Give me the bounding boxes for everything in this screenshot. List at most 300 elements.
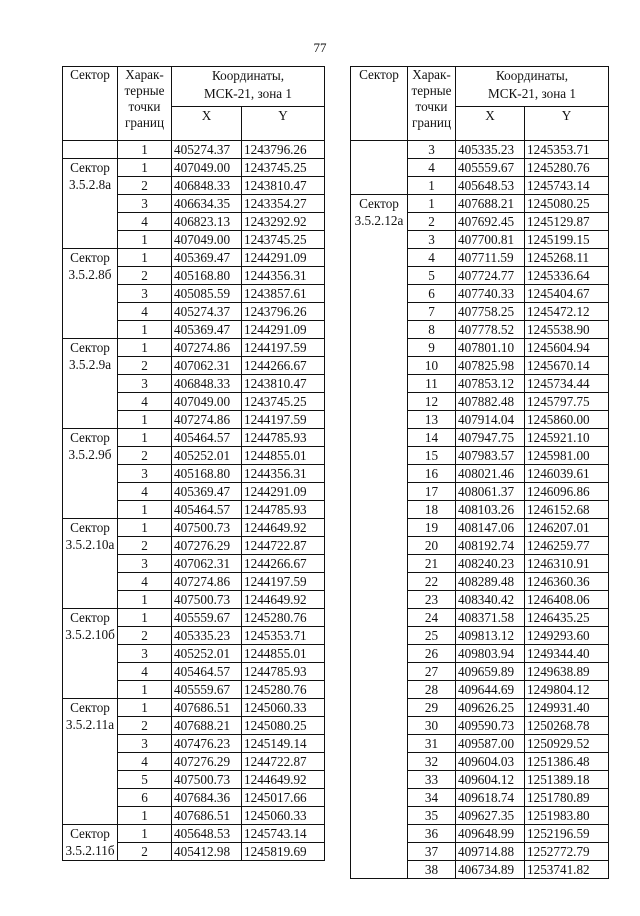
- y-coordinate-cell: 1244356.31: [242, 267, 325, 285]
- header-points-line: Харак-: [412, 67, 451, 82]
- point-number-cell: 2: [118, 177, 172, 195]
- point-number-cell: 1: [118, 519, 172, 537]
- page-number: 77: [313, 40, 327, 55]
- x-coordinate-cell: 405252.01: [172, 645, 242, 663]
- point-number-cell: 2: [118, 357, 172, 375]
- point-number-cell: 1: [118, 231, 172, 249]
- y-coordinate-cell: 1244722.87: [242, 753, 325, 771]
- point-number-cell: 4: [118, 753, 172, 771]
- x-coordinate-cell: 407049.00: [172, 393, 242, 411]
- y-coordinate-cell: 1245670.14: [525, 357, 609, 375]
- x-coordinate-cell: 407062.31: [172, 555, 242, 573]
- sector-label-line: Сектор: [70, 430, 110, 445]
- x-coordinate-cell: 409803.94: [456, 645, 525, 663]
- sector-label-line: Сектор: [70, 160, 110, 175]
- x-coordinate-cell: 406734.89: [456, 861, 525, 879]
- point-number-cell: 4: [118, 573, 172, 591]
- y-coordinate-cell: 1244649.92: [242, 771, 325, 789]
- y-coordinate-cell: 1244197.59: [242, 573, 325, 591]
- y-coordinate-cell: 1244649.92: [242, 519, 325, 537]
- table-row: [63, 429, 325, 447]
- sector-cell: [63, 519, 118, 609]
- x-coordinate-cell: 407274.86: [172, 411, 242, 429]
- x-coordinate-cell: 407882.48: [456, 393, 525, 411]
- header-sector: Сектор: [63, 67, 118, 141]
- x-coordinate-cell: 405559.67: [456, 159, 525, 177]
- sector-cell: [63, 249, 118, 339]
- x-coordinate-cell: 409587.00: [456, 735, 525, 753]
- x-coordinate-cell: 405252.01: [172, 447, 242, 465]
- point-number-cell: 35: [408, 807, 456, 825]
- x-coordinate-cell: 407688.21: [456, 195, 525, 213]
- x-coordinate-cell: 407062.31: [172, 357, 242, 375]
- y-coordinate-cell: 1245604.94: [525, 339, 609, 357]
- y-coordinate-cell: 1251389.18: [525, 771, 609, 789]
- point-number-cell: 1: [118, 681, 172, 699]
- point-number-cell: 19: [408, 519, 456, 537]
- x-coordinate-cell: 407758.25: [456, 303, 525, 321]
- sector-label-line: 3.5.2.12а: [354, 213, 404, 228]
- x-coordinate-cell: 409604.12: [456, 771, 525, 789]
- point-number-cell: 30: [408, 717, 456, 735]
- x-coordinate-cell: 407801.10: [456, 339, 525, 357]
- point-number-cell: 11: [408, 375, 456, 393]
- point-number-cell: 22: [408, 573, 456, 591]
- sector-cell: [63, 609, 118, 699]
- point-number-cell: 21: [408, 555, 456, 573]
- header-coordinates-line: Координаты,: [211, 68, 284, 83]
- y-coordinate-cell: 1245538.90: [525, 321, 609, 339]
- point-number-cell: 23: [408, 591, 456, 609]
- y-coordinate-cell: 1243745.25: [242, 159, 325, 177]
- x-coordinate-cell: 407825.98: [456, 357, 525, 375]
- point-number-cell: 1: [408, 177, 456, 195]
- point-number-cell: 2: [118, 627, 172, 645]
- header-x: X: [456, 107, 525, 141]
- x-coordinate-cell: 407740.33: [456, 285, 525, 303]
- y-coordinate-cell: 1245199.15: [525, 231, 609, 249]
- point-number-cell: 1: [118, 141, 172, 159]
- sector-label-line: 3.5.2.11б: [65, 843, 115, 858]
- y-coordinate-cell: 1245060.33: [242, 699, 325, 717]
- header-points-line: границ: [411, 115, 452, 130]
- x-coordinate-cell: 405412.98: [172, 843, 242, 861]
- point-number-cell: 3: [408, 141, 456, 159]
- y-coordinate-cell: 1245280.76: [242, 681, 325, 699]
- x-coordinate-cell: 407700.81: [456, 231, 525, 249]
- sector-cell: [63, 699, 118, 825]
- y-coordinate-cell: 1244291.09: [242, 483, 325, 501]
- y-coordinate-cell: 1245336.64: [525, 267, 609, 285]
- table-row: [63, 339, 325, 357]
- point-number-cell: 27: [408, 663, 456, 681]
- point-number-cell: 3: [118, 285, 172, 303]
- sector-cell: [63, 159, 118, 249]
- y-coordinate-cell: 1243810.47: [242, 375, 325, 393]
- y-coordinate-cell: 1245404.67: [525, 285, 609, 303]
- x-coordinate-cell: 407276.29: [172, 537, 242, 555]
- y-coordinate-cell: 1243745.25: [242, 393, 325, 411]
- x-coordinate-cell: 407947.75: [456, 429, 525, 447]
- x-coordinate-cell: 408021.46: [456, 465, 525, 483]
- x-coordinate-cell: 408371.58: [456, 609, 525, 627]
- y-coordinate-cell: 1245353.71: [525, 141, 609, 159]
- table-row: [351, 195, 609, 213]
- x-coordinate-cell: 409627.35: [456, 807, 525, 825]
- y-coordinate-cell: 1244722.87: [242, 537, 325, 555]
- y-coordinate-cell: 1243810.47: [242, 177, 325, 195]
- y-coordinate-cell: 1245149.14: [242, 735, 325, 753]
- x-coordinate-cell: 405559.67: [172, 609, 242, 627]
- table-header: [351, 67, 609, 141]
- table-header: [63, 67, 325, 141]
- x-coordinate-cell: 408289.48: [456, 573, 525, 591]
- table-row: [63, 519, 325, 537]
- y-coordinate-cell: 1245472.12: [525, 303, 609, 321]
- coordinates-table-right: [350, 66, 609, 879]
- point-number-cell: 4: [118, 213, 172, 231]
- point-number-cell: 8: [408, 321, 456, 339]
- y-coordinate-cell: 1245819.69: [242, 843, 325, 861]
- sector-label-line: Сектор: [70, 340, 110, 355]
- x-coordinate-cell: 405648.53: [172, 825, 242, 843]
- x-coordinate-cell: 407684.36: [172, 789, 242, 807]
- x-coordinate-cell: 409618.74: [456, 789, 525, 807]
- table-body-right: [351, 141, 609, 879]
- header-coordinates-line: МСК-21, зона 1: [203, 86, 293, 101]
- y-coordinate-cell: 1243796.26: [242, 141, 325, 159]
- sector-label-line: Сектор: [70, 250, 110, 265]
- point-number-cell: 25: [408, 627, 456, 645]
- point-number-cell: 4: [408, 159, 456, 177]
- y-coordinate-cell: 1246039.61: [525, 465, 609, 483]
- y-coordinate-cell: 1251780.89: [525, 789, 609, 807]
- x-coordinate-cell: 409604.03: [456, 753, 525, 771]
- header-points-line: границ: [124, 115, 165, 130]
- sector-label-line: 3.5.2.9б: [68, 447, 112, 462]
- y-coordinate-cell: 1246435.25: [525, 609, 609, 627]
- point-number-cell: 4: [118, 663, 172, 681]
- y-coordinate-cell: 1245734.44: [525, 375, 609, 393]
- y-coordinate-cell: 1251983.80: [525, 807, 609, 825]
- y-coordinate-cell: 1243745.25: [242, 231, 325, 249]
- sector-cell: [351, 195, 408, 879]
- y-coordinate-cell: 1244785.93: [242, 663, 325, 681]
- y-coordinate-cell: 1244855.01: [242, 447, 325, 465]
- table-row: [63, 699, 325, 717]
- x-coordinate-cell: 407688.21: [172, 717, 242, 735]
- x-coordinate-cell: 405464.57: [172, 429, 242, 447]
- x-coordinate-cell: 408340.42: [456, 591, 525, 609]
- point-number-cell: 1: [118, 591, 172, 609]
- point-number-cell: 1: [118, 699, 172, 717]
- x-coordinate-cell: 407500.73: [172, 771, 242, 789]
- x-coordinate-cell: 407711.59: [456, 249, 525, 267]
- x-coordinate-cell: 405274.37: [172, 303, 242, 321]
- x-coordinate-cell: 406823.13: [172, 213, 242, 231]
- point-number-cell: 3: [118, 465, 172, 483]
- header-points-line: точки: [415, 99, 448, 114]
- y-coordinate-cell: 1243292.92: [242, 213, 325, 231]
- y-coordinate-cell: 1253741.82: [525, 861, 609, 879]
- y-coordinate-cell: 1244855.01: [242, 645, 325, 663]
- point-number-cell: 1: [118, 339, 172, 357]
- x-coordinate-cell: 407049.00: [172, 231, 242, 249]
- point-number-cell: 13: [408, 411, 456, 429]
- header-points-line: Харак-: [125, 67, 164, 82]
- x-coordinate-cell: 407724.77: [456, 267, 525, 285]
- x-coordinate-cell: 405274.37: [172, 141, 242, 159]
- y-coordinate-cell: 1249931.40: [525, 699, 609, 717]
- y-coordinate-cell: 1245268.11: [525, 249, 609, 267]
- y-coordinate-cell: 1249804.12: [525, 681, 609, 699]
- sector-label-line: Сектор: [70, 520, 110, 535]
- y-coordinate-cell: 1245743.14: [525, 177, 609, 195]
- header-points-line: терные: [124, 83, 165, 98]
- y-coordinate-cell: 1244266.67: [242, 555, 325, 573]
- x-coordinate-cell: 409644.69: [456, 681, 525, 699]
- point-number-cell: 1: [118, 609, 172, 627]
- y-coordinate-cell: 1246259.77: [525, 537, 609, 555]
- y-coordinate-cell: 1245353.71: [242, 627, 325, 645]
- x-coordinate-cell: 405464.57: [172, 501, 242, 519]
- x-coordinate-cell: 407276.29: [172, 753, 242, 771]
- table-row: [351, 141, 609, 159]
- point-number-cell: 4: [118, 393, 172, 411]
- y-coordinate-cell: 1250268.78: [525, 717, 609, 735]
- point-number-cell: 14: [408, 429, 456, 447]
- point-number-cell: 1: [118, 249, 172, 267]
- x-coordinate-cell: 407692.45: [456, 213, 525, 231]
- point-number-cell: 2: [408, 213, 456, 231]
- point-number-cell: 1: [118, 411, 172, 429]
- header-y: Y: [242, 107, 325, 141]
- y-coordinate-cell: 1249638.89: [525, 663, 609, 681]
- y-coordinate-cell: 1244291.09: [242, 321, 325, 339]
- y-coordinate-cell: 1246310.91: [525, 555, 609, 573]
- point-number-cell: 2: [118, 843, 172, 861]
- y-coordinate-cell: 1246152.68: [525, 501, 609, 519]
- y-coordinate-cell: 1245280.76: [525, 159, 609, 177]
- sector-cell: [63, 339, 118, 429]
- x-coordinate-cell: 405559.67: [172, 681, 242, 699]
- header-points: [408, 67, 456, 141]
- x-coordinate-cell: 405168.80: [172, 267, 242, 285]
- point-number-cell: 10: [408, 357, 456, 375]
- header-coordinates: [172, 67, 325, 107]
- sector-label-line: Сектор: [70, 610, 110, 625]
- y-coordinate-cell: 1245743.14: [242, 825, 325, 843]
- header-points: [118, 67, 172, 141]
- y-coordinate-cell: 1245060.33: [242, 807, 325, 825]
- y-coordinate-cell: 1245280.76: [242, 609, 325, 627]
- table-row: [63, 825, 325, 843]
- point-number-cell: 6: [408, 285, 456, 303]
- y-coordinate-cell: 1251386.48: [525, 753, 609, 771]
- point-number-cell: 1: [408, 195, 456, 213]
- header-y: Y: [525, 107, 609, 141]
- point-number-cell: 9: [408, 339, 456, 357]
- y-coordinate-cell: 1252196.59: [525, 825, 609, 843]
- sector-label-line: 3.5.2.10б: [65, 627, 115, 642]
- point-number-cell: 34: [408, 789, 456, 807]
- point-number-cell: 1: [118, 159, 172, 177]
- y-coordinate-cell: 1244649.92: [242, 591, 325, 609]
- y-coordinate-cell: 1243857.61: [242, 285, 325, 303]
- point-number-cell: 16: [408, 465, 456, 483]
- point-number-cell: 1: [118, 321, 172, 339]
- x-coordinate-cell: 407500.73: [172, 519, 242, 537]
- y-coordinate-cell: 1243796.26: [242, 303, 325, 321]
- header-points-line: терные: [411, 83, 452, 98]
- point-number-cell: 24: [408, 609, 456, 627]
- x-coordinate-cell: 405369.47: [172, 483, 242, 501]
- x-coordinate-cell: 405085.59: [172, 285, 242, 303]
- y-coordinate-cell: 1244197.59: [242, 339, 325, 357]
- y-coordinate-cell: 1244785.93: [242, 429, 325, 447]
- x-coordinate-cell: 409813.12: [456, 627, 525, 645]
- y-coordinate-cell: 1249293.60: [525, 627, 609, 645]
- point-number-cell: 3: [118, 645, 172, 663]
- coordinates-table-left: [62, 66, 325, 861]
- x-coordinate-cell: 409714.88: [456, 843, 525, 861]
- y-coordinate-cell: 1246207.01: [525, 519, 609, 537]
- point-number-cell: 4: [118, 483, 172, 501]
- point-number-cell: 7: [408, 303, 456, 321]
- point-number-cell: 17: [408, 483, 456, 501]
- point-number-cell: 20: [408, 537, 456, 555]
- header-x: X: [172, 107, 242, 141]
- x-coordinate-cell: 408103.26: [456, 501, 525, 519]
- x-coordinate-cell: 406848.33: [172, 177, 242, 195]
- x-coordinate-cell: 407686.51: [172, 699, 242, 717]
- point-number-cell: 37: [408, 843, 456, 861]
- x-coordinate-cell: 405168.80: [172, 465, 242, 483]
- x-coordinate-cell: 407914.04: [456, 411, 525, 429]
- y-coordinate-cell: 1245017.66: [242, 789, 325, 807]
- y-coordinate-cell: 1250929.52: [525, 735, 609, 753]
- x-coordinate-cell: 408147.06: [456, 519, 525, 537]
- x-coordinate-cell: 406848.33: [172, 375, 242, 393]
- x-coordinate-cell: 405464.57: [172, 663, 242, 681]
- sector-label-line: 3.5.2.8б: [68, 267, 112, 282]
- y-coordinate-cell: 1244356.31: [242, 465, 325, 483]
- sector-label-line: 3.5.2.10а: [65, 537, 115, 552]
- sector-label-line: 3.5.2.8а: [68, 177, 112, 192]
- x-coordinate-cell: 405648.53: [456, 177, 525, 195]
- y-coordinate-cell: 1245080.25: [242, 717, 325, 735]
- table-row: [63, 249, 325, 267]
- point-number-cell: 6: [118, 789, 172, 807]
- table-row: [63, 609, 325, 627]
- sector-label-line: Сектор: [70, 700, 110, 715]
- y-coordinate-cell: 1245921.10: [525, 429, 609, 447]
- point-number-cell: 3: [118, 735, 172, 753]
- point-number-cell: 29: [408, 699, 456, 717]
- sector-label-line: Сектор: [359, 196, 399, 211]
- header-coordinates: [456, 67, 609, 107]
- point-number-cell: 32: [408, 753, 456, 771]
- y-coordinate-cell: 1244197.59: [242, 411, 325, 429]
- point-number-cell: 1: [118, 429, 172, 447]
- y-coordinate-cell: 1246408.06: [525, 591, 609, 609]
- y-coordinate-cell: 1244291.09: [242, 249, 325, 267]
- y-coordinate-cell: 1252772.79: [525, 843, 609, 861]
- table-body-left: [63, 141, 325, 861]
- point-number-cell: 3: [118, 555, 172, 573]
- point-number-cell: 26: [408, 645, 456, 663]
- y-coordinate-cell: 1245797.75: [525, 393, 609, 411]
- x-coordinate-cell: 407476.23: [172, 735, 242, 753]
- x-coordinate-cell: 408192.74: [456, 537, 525, 555]
- point-number-cell: 4: [118, 303, 172, 321]
- x-coordinate-cell: 408061.37: [456, 483, 525, 501]
- point-number-cell: 3: [118, 375, 172, 393]
- sector-cell: [63, 429, 118, 519]
- x-coordinate-cell: 407686.51: [172, 807, 242, 825]
- y-coordinate-cell: 1245129.87: [525, 213, 609, 231]
- x-coordinate-cell: 409659.89: [456, 663, 525, 681]
- point-number-cell: 12: [408, 393, 456, 411]
- point-number-cell: 15: [408, 447, 456, 465]
- point-number-cell: 1: [118, 807, 172, 825]
- y-coordinate-cell: 1245981.00: [525, 447, 609, 465]
- point-number-cell: 3: [118, 195, 172, 213]
- x-coordinate-cell: 407500.73: [172, 591, 242, 609]
- y-coordinate-cell: 1243354.27: [242, 195, 325, 213]
- y-coordinate-cell: 1246096.86: [525, 483, 609, 501]
- point-number-cell: 36: [408, 825, 456, 843]
- y-coordinate-cell: 1244785.93: [242, 501, 325, 519]
- header-coordinates-line: МСК-21, зона 1: [487, 86, 577, 101]
- y-coordinate-cell: 1244266.67: [242, 357, 325, 375]
- sector-label-line: 3.5.2.11а: [65, 717, 115, 732]
- header-coordinates-line: Координаты,: [495, 68, 568, 83]
- x-coordinate-cell: 409648.99: [456, 825, 525, 843]
- point-number-cell: 38: [408, 861, 456, 879]
- point-number-cell: 1: [118, 825, 172, 843]
- y-coordinate-cell: 1249344.40: [525, 645, 609, 663]
- point-number-cell: 2: [118, 717, 172, 735]
- point-number-cell: 31: [408, 735, 456, 753]
- sector-label-line: 3.5.2.9а: [68, 357, 112, 372]
- x-coordinate-cell: 405369.47: [172, 321, 242, 339]
- y-coordinate-cell: 1245080.25: [525, 195, 609, 213]
- point-number-cell: 3: [408, 231, 456, 249]
- table-row: [63, 141, 325, 159]
- x-coordinate-cell: 405369.47: [172, 249, 242, 267]
- x-coordinate-cell: 407049.00: [172, 159, 242, 177]
- sector-cell: [351, 141, 408, 195]
- x-coordinate-cell: 406634.35: [172, 195, 242, 213]
- x-coordinate-cell: 407983.57: [456, 447, 525, 465]
- point-number-cell: 2: [118, 537, 172, 555]
- point-number-cell: 5: [118, 771, 172, 789]
- sector-cell: [63, 141, 118, 159]
- point-number-cell: 4: [408, 249, 456, 267]
- point-number-cell: 28: [408, 681, 456, 699]
- point-number-cell: 18: [408, 501, 456, 519]
- point-number-cell: 33: [408, 771, 456, 789]
- point-number-cell: 1: [118, 501, 172, 519]
- x-coordinate-cell: 407274.86: [172, 339, 242, 357]
- point-number-cell: 5: [408, 267, 456, 285]
- x-coordinate-cell: 405335.23: [172, 627, 242, 645]
- x-coordinate-cell: 407853.12: [456, 375, 525, 393]
- table-row: [63, 159, 325, 177]
- header-sector: Сектор: [351, 67, 408, 141]
- point-number-cell: 2: [118, 267, 172, 285]
